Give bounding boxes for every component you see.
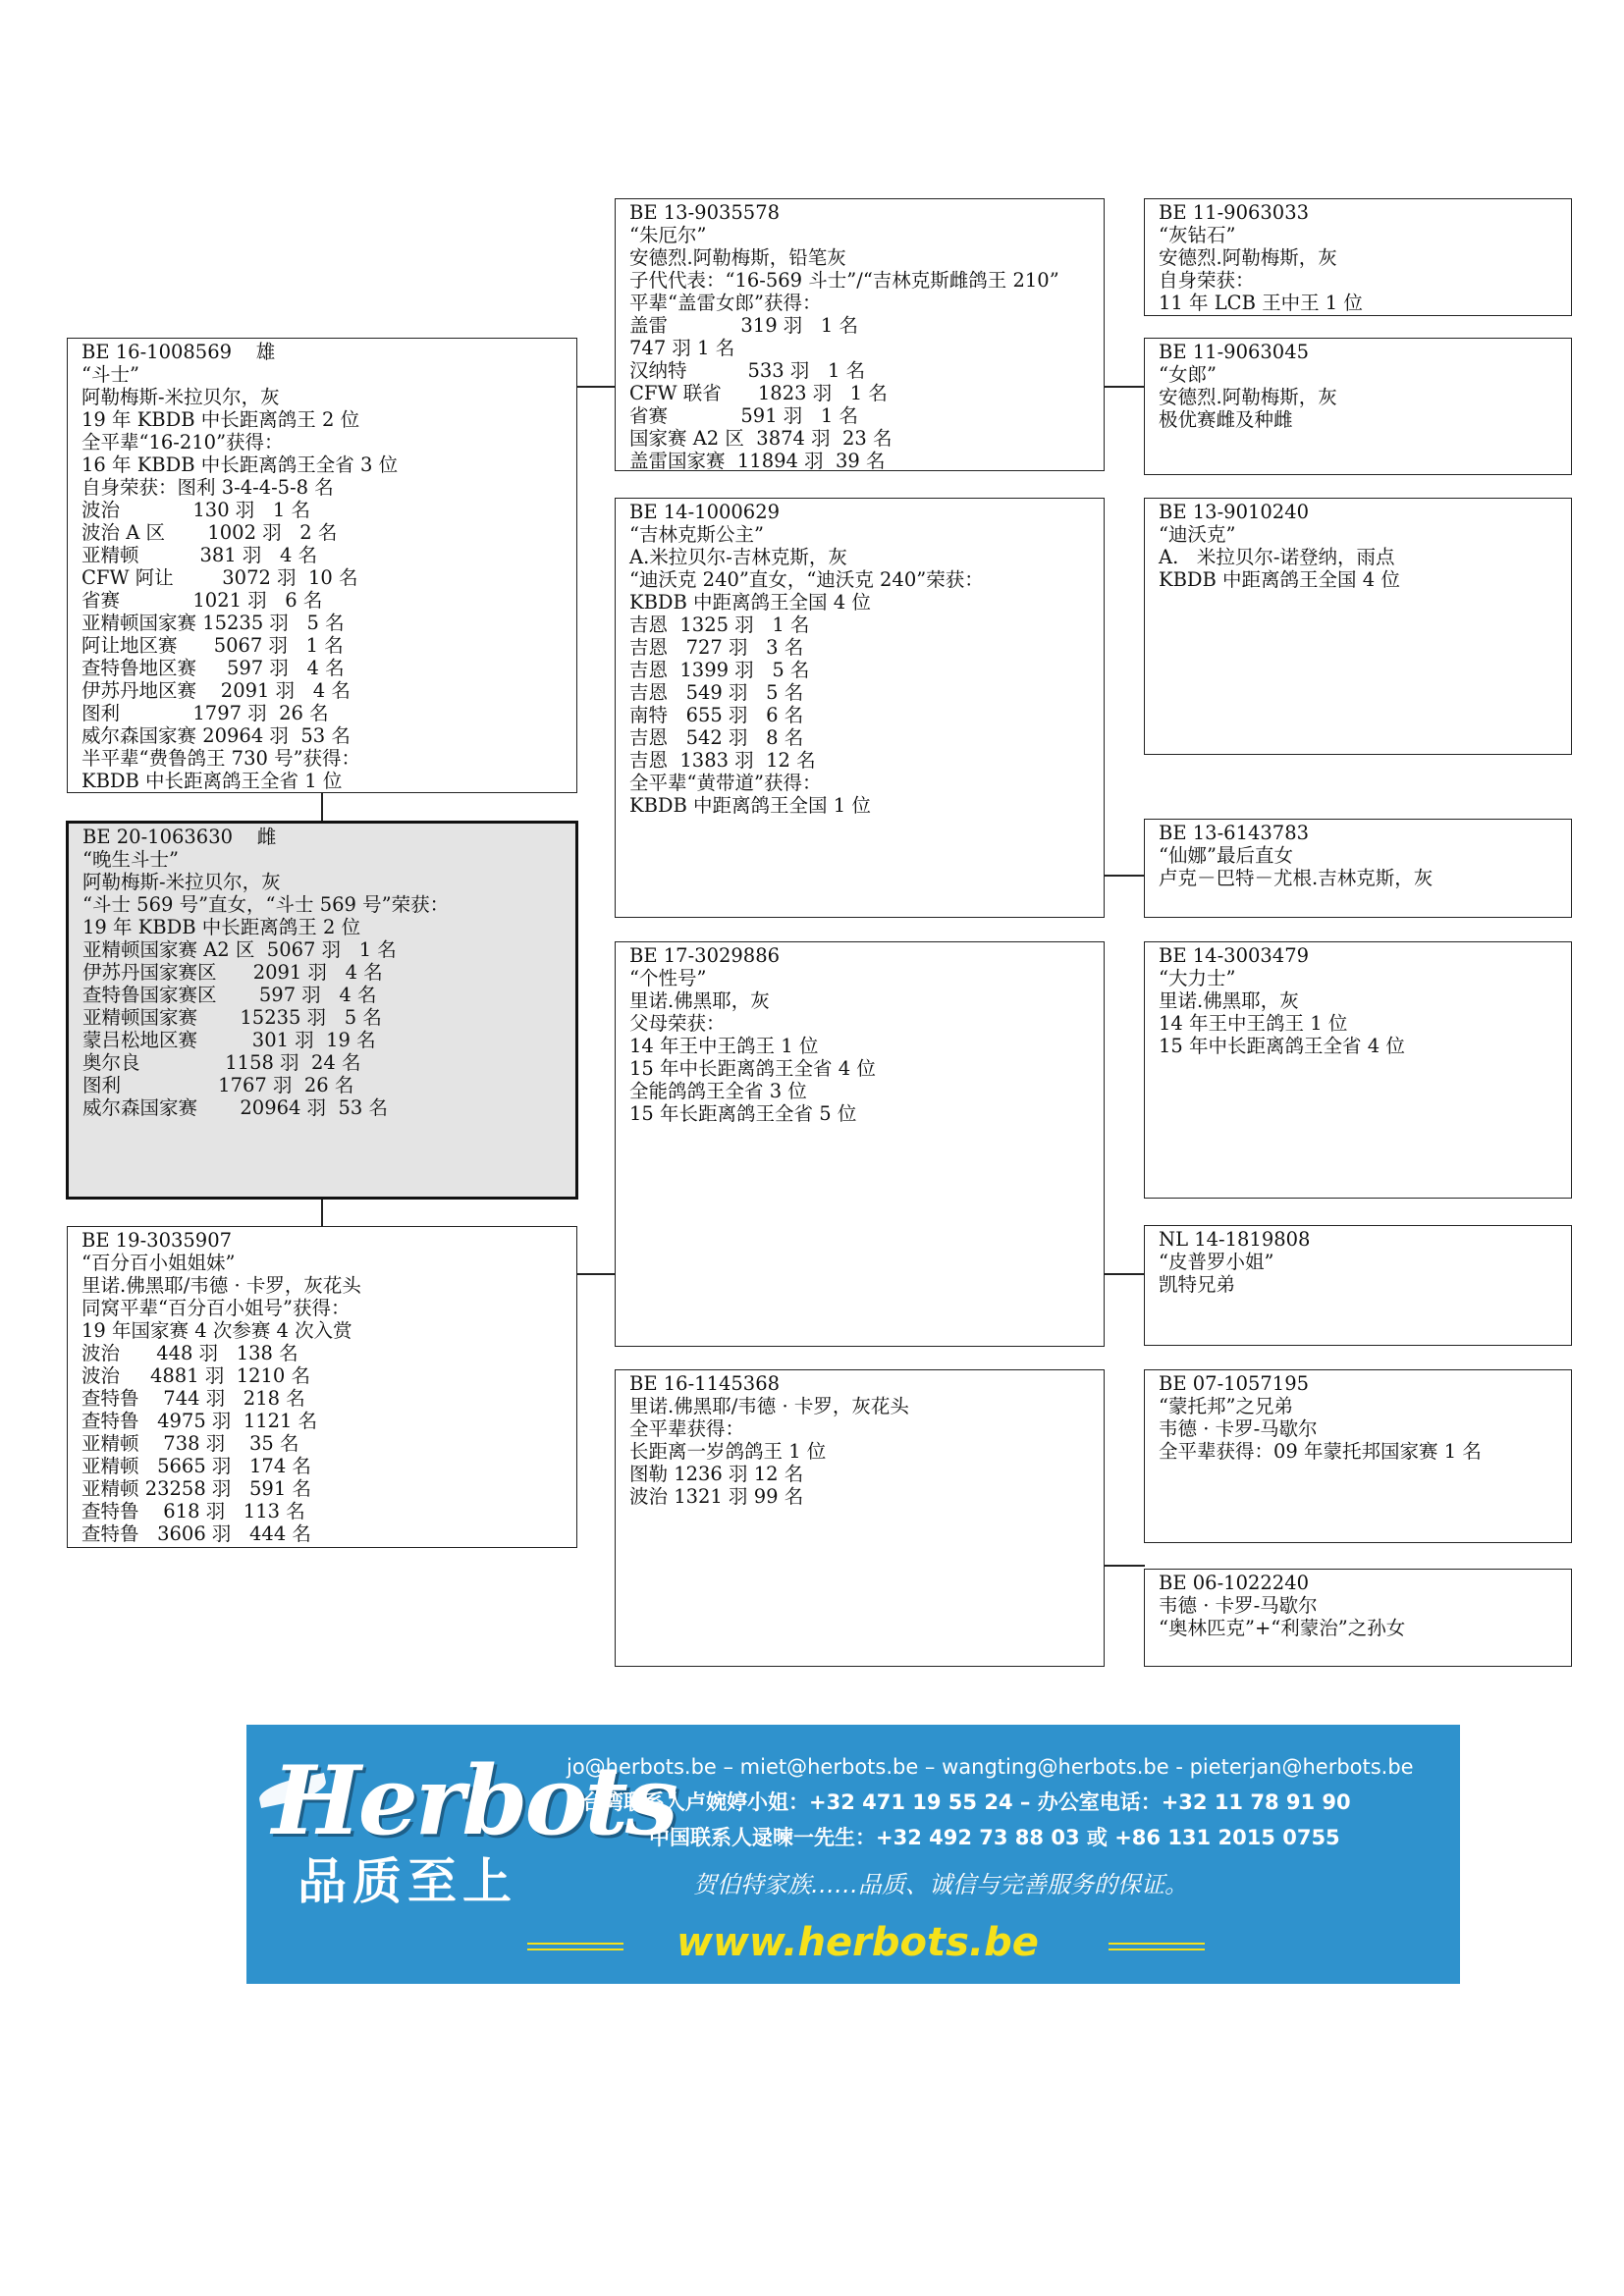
pedigree-line: BE 20-1063630 雌 (82, 826, 277, 848)
pedigree-line: BE 13-6143783 (1159, 822, 1310, 844)
connector (576, 386, 616, 388)
website-link[interactable]: www.herbots.be (677, 1920, 1039, 1965)
tagline: 贺伯特家族……品质、诚信与完善服务的保证。 (693, 1871, 1188, 1898)
pedigree-line: KBDB 中长距离鸽王全省 1 位 (81, 770, 343, 792)
pedigree-line: 自身荣获：图利 3-4-4-5-8 名 (81, 476, 334, 499)
pedigree-line: 16 年 KBDB 中长距离鸽王全省 3 位 (81, 454, 399, 476)
pedigree-line: 亚精顿 381 羽 4 名 (81, 544, 318, 566)
pedigree-line: 查特鲁 4975 羽 1121 名 (81, 1410, 318, 1432)
pedigree-line: BE 11-9063045 (1159, 341, 1310, 363)
pedigree-line: BE 11-9063033 (1159, 201, 1310, 224)
pedigree-line: 盖雷国家赛 11894 羽 39 名 (629, 450, 886, 471)
pedigree-line: 安德烈.阿勒梅斯，灰 (1159, 246, 1337, 269)
pedigree-line: “仙娜”最后直女 (1159, 844, 1293, 867)
pedigree-box-ggp7 (1144, 1369, 1572, 1543)
pedigree-line: 父母荣获： (629, 1012, 726, 1035)
pedigree-box-subject (66, 821, 578, 1200)
pedigree-line: BE 06-1022240 (1159, 1572, 1310, 1594)
pedigree-box-dam (67, 1226, 577, 1548)
pedigree-line: “迪沃克 240”直女，“迪沃克 240”荣获： (629, 568, 984, 591)
pedigree-line: 14 年王中王鸽王 1 位 (629, 1035, 819, 1057)
pedigree-line: 盖雷 319 羽 1 名 (629, 314, 859, 337)
pedigree-box-ggp5 (1144, 941, 1572, 1199)
pedigree-line: BE 14-1000629 (629, 501, 781, 523)
pedigree-line: “个性号” (629, 967, 707, 989)
pedigree-line: 阿让地区赛 5067 羽 1 名 (81, 634, 344, 657)
pedigree-line: 亚精顿 23258 羽 591 名 (81, 1477, 311, 1500)
pedigree-line: BE 19-3035907 (81, 1229, 233, 1252)
pedigree-box-ggp4 (1144, 819, 1572, 918)
pedigree-line: 极优赛雌及种雌 (1159, 408, 1293, 431)
pedigree-line: 全平辈获得：09 年蒙托邦国家赛 1 名 (1159, 1440, 1482, 1463)
divider (1109, 1943, 1205, 1950)
pedigree-line: “灰钻石” (1159, 224, 1236, 246)
slogan: 品质至上 (298, 1853, 517, 1910)
pedigree-line: 14 年王中王鸽王 1 位 (1159, 1012, 1348, 1035)
pedigree-line: “大力士” (1159, 967, 1236, 989)
pedigree-line: 15 年中长距离鸽王全省 4 位 (1159, 1035, 1405, 1057)
pedigree-line: 奥尔良 1158 羽 24 名 (82, 1051, 361, 1074)
pedigree-box-sire-sire (615, 198, 1105, 471)
pedigree-line: KBDB 中距离鸽王全国 4 位 (1159, 568, 1400, 591)
pedigree-line: 里诺.佛黑耶/韦德 · 卡罗，灰花头 (629, 1395, 909, 1417)
pedigree-line: “奥林匹克”+“利蒙治”之孙女 (1159, 1617, 1406, 1639)
pedigree-line: 国家赛 A2 区 3874 羽 23 名 (629, 427, 893, 450)
pedigree-line: 图利 1797 羽 26 名 (81, 702, 329, 724)
connector (321, 793, 323, 823)
pedigree-line: 吉恩 1399 羽 5 名 (629, 659, 810, 681)
pedigree-line: 查特鲁地区赛 597 羽 4 名 (81, 657, 345, 679)
pedigree-line: 凯特兄弟 (1159, 1273, 1236, 1296)
pedigree-line: 亚精顿 738 羽 35 名 (81, 1432, 299, 1455)
pedigree-line: 蒙吕松地区赛 301 羽 19 名 (82, 1029, 376, 1051)
pedigree-line: 安德烈.阿勒梅斯，灰 (1159, 386, 1337, 408)
pedigree-line: 查特鲁 744 羽 218 名 (81, 1387, 305, 1410)
pedigree-line: “百分百小姐姐妹” (81, 1252, 236, 1274)
pedigree-line: 伊苏丹国家赛区 2091 羽 4 名 (82, 961, 383, 984)
pedigree-line: 15 年长距离鸽王全省 5 位 (629, 1102, 857, 1125)
pedigree-line: 查特鲁 618 羽 113 名 (81, 1500, 305, 1522)
pedigree-line: KBDB 中距离鸽王全国 1 位 (629, 794, 871, 817)
connector (576, 1273, 616, 1275)
pedigree-line: A. 米拉贝尔-诺登纳，雨点 (1159, 546, 1395, 568)
pedigree-line: 查特鲁国家赛区 597 羽 4 名 (82, 984, 377, 1006)
pedigree-box-dam-dam (615, 1369, 1105, 1667)
pedigree-line: 汉纳特 533 羽 1 名 (629, 359, 866, 382)
connector (1104, 1273, 1145, 1275)
pedigree-line: BE 13-9010240 (1159, 501, 1310, 523)
pedigree-line: BE 14-3003479 (1159, 944, 1310, 967)
pedigree-line: 威尔森国家赛 20964 羽 53 名 (81, 724, 351, 747)
pedigree-line: 半平辈“费鲁鸽王 730 号”获得： (81, 747, 361, 770)
pedigree-line: 全平辈“黄带道”获得： (629, 772, 822, 794)
pedigree-line: “吉林克斯公主” (629, 523, 764, 546)
pedigree-box-ggp1 (1144, 198, 1572, 316)
pedigree-line: 亚精顿国家赛 15235 羽 5 名 (81, 612, 345, 634)
pedigree-line: 阿勒梅斯-米拉贝尔，灰 (82, 871, 281, 893)
pedigree-line: 波治 448 羽 138 名 (81, 1342, 298, 1364)
pedigree-line: 里诺.佛黑耶，灰 (629, 989, 770, 1012)
pedigree-box-ggp6 (1144, 1225, 1572, 1346)
pedigree-line: 查特鲁 3606 羽 444 名 (81, 1522, 311, 1545)
pedigree-line: 吉恩 1325 羽 1 名 (629, 614, 810, 636)
pedigree-line: 波治 A 区 1002 羽 2 名 (81, 521, 338, 544)
pedigree-line: 全平辈获得： (629, 1417, 745, 1440)
pedigree-line: 亚精顿国家赛 15235 羽 5 名 (82, 1006, 382, 1029)
herbots-banner (246, 1725, 1460, 1984)
pedigree-line: 省赛 1021 羽 6 名 (81, 589, 323, 612)
pedigree-line: 全能鸽鸽王全省 3 位 (629, 1080, 807, 1102)
pedigree-line: 吉恩 727 羽 3 名 (629, 636, 804, 659)
pedigree-line: 伊苏丹地区赛 2091 羽 4 名 (81, 679, 351, 702)
pedigree-line: A.米拉贝尔-吉林克斯，灰 (629, 546, 847, 568)
pedigree-line: 15 年中长距离鸽王全省 4 位 (629, 1057, 876, 1080)
herbots-logo: Herbots (272, 1745, 676, 1856)
pedigree-line: 波治 130 羽 1 名 (81, 499, 311, 521)
pedigree-line: BE 16-1008569 雄 (81, 341, 276, 363)
pedigree-box-ggp3 (1144, 498, 1572, 755)
pedigree-line: 平辈“盖雷女郎”获得： (629, 292, 822, 314)
pedigree-line: 19 年国家赛 4 次参赛 4 次入赏 (81, 1319, 352, 1342)
pedigree-line: 19 年 KBDB 中长距离鸽王 2 位 (81, 408, 360, 431)
pedigree-line: “迪沃克” (1159, 523, 1236, 546)
pedigree-line: 同窝平辈“百分百小姐号”获得： (81, 1297, 351, 1319)
pedigree-line: “晚生斗士” (82, 848, 179, 871)
pedigree-line: CFW 联省 1823 羽 1 名 (629, 382, 888, 404)
pedigree-line: “女郎” (1159, 363, 1217, 386)
pedigree-line: 长距离一岁鸽鸽王 1 位 (629, 1440, 827, 1463)
divider (527, 1943, 623, 1950)
pedigree-line: “皮普罗小姐” (1159, 1251, 1274, 1273)
pedigree-line: 吉恩 1383 羽 12 名 (629, 749, 816, 772)
email-list[interactable]: jo@herbots.be – miet@herbots.be – wangting@herbots.be - pieterjan@herbots.be (567, 1755, 1414, 1779)
pedigree-line: 韦德 · 卡罗-马歇尔 (1159, 1417, 1318, 1440)
pedigree-line: 波治 1321 羽 99 名 (629, 1485, 804, 1508)
pedigree-line: 安德烈.阿勒梅斯，铅笔灰 (629, 246, 846, 269)
pedigree-box-ggp2 (1144, 338, 1572, 475)
connector (1104, 875, 1145, 877)
pedigree-line: “蒙托邦”之兄弟 (1159, 1395, 1293, 1417)
pedigree-line: “斗士” (81, 363, 139, 386)
pedigree-line: 吉恩 542 羽 8 名 (629, 726, 804, 749)
pedigree-line: 南特 655 羽 6 名 (629, 704, 804, 726)
china-contact: 中国联系人逯暕一先生：+32 492 73 88 03 或 +86 131 2015 0755 (649, 1826, 1340, 1849)
pedigree-line: NL 14-1819808 (1159, 1228, 1311, 1251)
pedigree-line: 亚精顿 5665 羽 174 名 (81, 1455, 311, 1477)
pedigree-box-dam-sire (615, 941, 1105, 1347)
pedigree-line: 19 年 KBDB 中长距离鸽王 2 位 (82, 916, 361, 938)
connector (1104, 386, 1145, 388)
pedigree-line: “斗士 569 号”直女，“斗士 569 号”荣获： (82, 893, 450, 916)
pedigree-line: “朱厄尔” (629, 224, 707, 246)
pedigree-line: 747 羽 1 名 (629, 337, 735, 359)
pedigree-line: 全平辈“16-210”获得： (81, 431, 284, 454)
pedigree-line: 阿勒梅斯-米拉贝尔，灰 (81, 386, 280, 408)
pedigree-line: 威尔森国家赛 20964 羽 53 名 (82, 1096, 389, 1119)
pedigree-box-ggp8 (1144, 1569, 1572, 1667)
pedigree-line: 卢克－巴特－尤根.吉林克斯，灰 (1159, 867, 1434, 889)
pedigree-line: 图利 1767 羽 26 名 (82, 1074, 354, 1096)
pedigree-line: 自身荣获： (1159, 269, 1255, 292)
connector (321, 1200, 323, 1227)
pedigree-line: BE 07-1057195 (1159, 1372, 1310, 1395)
pedigree-line: 韦德 · 卡罗-马歇尔 (1159, 1594, 1318, 1617)
pedigree-box-sire-dam (615, 498, 1105, 918)
pedigree-line: BE 16-1145368 (629, 1372, 781, 1395)
connector (1104, 1565, 1145, 1567)
pedigree-line: 省赛 591 羽 1 名 (629, 404, 859, 427)
pedigree-line: BE 13-9035578 (629, 201, 781, 224)
pedigree-line: 吉恩 549 羽 5 名 (629, 681, 804, 704)
pedigree-line: CFW 阿让 3072 羽 10 名 (81, 566, 358, 589)
pedigree-line: KBDB 中距离鸽王全国 4 位 (629, 591, 871, 614)
pedigree-line: 子代代表：“16-569 斗士”/“吉林克斯雌鸽王 210” (629, 269, 1059, 292)
pedigree-line: 亚精顿国家赛 A2 区 5067 羽 1 名 (82, 938, 397, 961)
pedigree-line: 图勒 1236 羽 12 名 (629, 1463, 804, 1485)
pedigree-line: 11 年 LCB 王中王 1 位 (1159, 292, 1363, 314)
pedigree-line: 里诺.佛黑耶，灰 (1159, 989, 1299, 1012)
pedigree-box-sire (67, 338, 577, 793)
taiwan-contact: 台湾联系人卢婉婷小姐：+32 471 19 55 24 – 办公室电话：+32 11 78 91 90 (582, 1790, 1351, 1814)
pedigree-line: 波治 4881 羽 1210 名 (81, 1364, 311, 1387)
pedigree-line: 里诺.佛黑耶/韦德 · 卡罗，灰花头 (81, 1274, 361, 1297)
pedigree-line: BE 17-3029886 (629, 944, 781, 967)
